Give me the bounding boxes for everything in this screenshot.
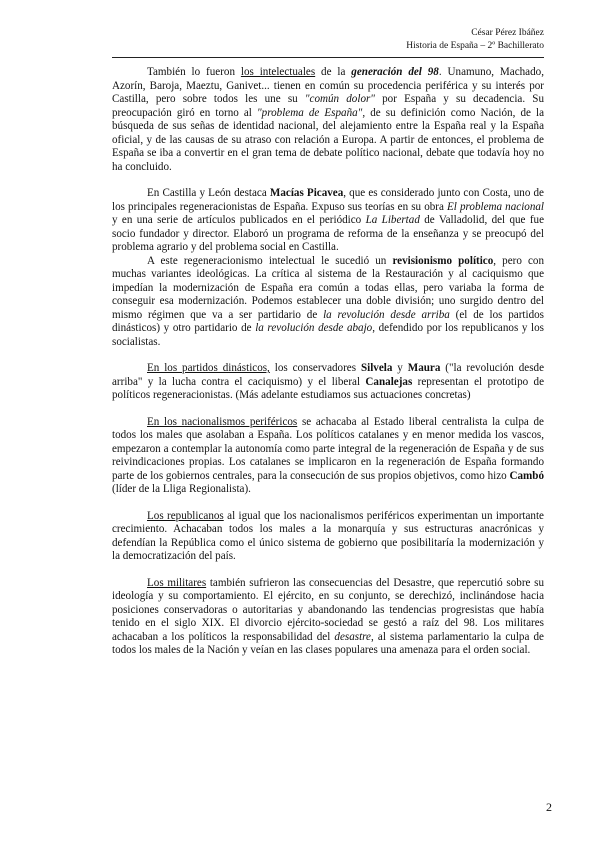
title-la-libertad: La Libertad (365, 214, 420, 226)
name-cambo: Cambó (509, 469, 544, 482)
page-number: 2 (546, 800, 552, 814)
title-problema-nacional: El problema nacional (447, 200, 544, 213)
name-maura: Maura (407, 362, 441, 374)
name-macias-picavea: Macías Picavea (269, 187, 344, 199)
paragraph-intelectuales: También lo fueron los intelectuales de la generación del 98. Unamuno, Machado, Azorín, Baroja, Maeztu, Ganivet... tienen en común su procedencia periférica y su interés por Castilla, pero sobre todos les une su "común dolor" por España y su decadencia. Su preocupación giró en torno al "problema de España", de su definición como Nación, de la búsqueda de sus señas de identidad nacional, del alejamiento entre la España real y la España oficial, y de las causas de su atraso con relación a Europa. A partir de entonces, el problema de España se iba a convertir en el gran tema de debate político nacional, debate que todavía hoy no ha concluido. (112, 66, 545, 173)
paragraph-revisionismo: A este regeneracionismo intelectual le sucedió un revisionismo político, pero con muchas variantes ideológicas. La crítica al sistema de la Restauración y al caciquismo que impedían la modernización de España era común a todas ellas, pero variaba la forma de conseguir esa modernización. Podemos establecer una doble división; uno surgido dentro del mismo régimen que va a ser partidario de la revolución desde arriba (el de los partidos dinásticos) y otro partidario de la revolución desde abajo, defendido por los republicanos y los socialistas. (112, 254, 545, 348)
term-partidos-dinasticos: En los partidos dinásticos, (147, 362, 270, 374)
name-silvela: Silvela (360, 362, 393, 374)
header-course: Historia de España – 2º Bachillerato (406, 41, 544, 51)
page-header (406, 27, 544, 53)
quote-problema-espana: "problema de España" (256, 106, 363, 119)
term-nacionalismos-perifericos: En los nacionalismos periféricos (147, 415, 298, 428)
paragraph-republicanos: Los republicanos al igual que los nacionalismos periféricos experimentan un importante crecimiento. Achacaban todos los males a la monarquía y sus estructuras anacrónicas y defendían la República como el único sistema de gobierno que posibilitaría la modernización y la democratización del país. (112, 509, 544, 562)
term-revisionismo-politico: revisionismo político (392, 254, 494, 267)
quote-comun-dolor: "común dolor" (304, 93, 375, 105)
paragraph-nacionalismos: En los nacionalismos periféricos se achacaba al Estado liberal centralista la culpa de todos los males que asolaban a España. Los políticos catalanes y en menor medida los vascos, empezaron a contemplar la autonomía como parte integral de la regeneración de España y de sus reivindicaciones propias. Los catalanes se implicaron en la regeneración de España formando parte de los gobiernos centrales, para la consecución de sus propios objetivos, como hizo Cambó (líder de la Lliga Regionalista). (112, 415, 544, 495)
term-intelectuales: los intelectuales (240, 66, 316, 78)
paragraph-partidos-dinasticos: En los partidos dinásticos, los conservadores Silvela y Maura ("la revolución desde arriba" y la lucha contra el caciquismo) y el liberal Canalejas representan el prototipo de políticos regeneracionistas. (Más adelante estudiamos sus actuaciones concretas) (112, 362, 545, 401)
paragraph-macias-picavea: En Castilla y León destaca Macías Picavea, que es considerado junto con Costa, uno de los principales regeneracionistas de España. Expuso sus teorías en su obra El problema nacional y en una serie de artículos publicados en el periódico La Libertad de Valladolid, del que fue socio fundador y director. Elaboró un programa de reforma de la enseñanza y se preocupó del problema agrario y del problema social en Castilla. (112, 187, 544, 253)
term-generacion-98: generación del 98 (351, 66, 439, 78)
header-divider (112, 57, 544, 58)
term-militares: Los militares (147, 576, 207, 589)
paragraph-militares: Los militares también sufrieron las consecuencias del Desastre, que repercutió sobre su ideología y su comportamiento. El ejército, en su conjunto, se derechizó, inclinándose hacia posiciones conservadoras o autoritarias y abandonando las tendencias progresistas que había tenido en el siglo XIX. El divorcio ejército-sociedad se gestó a raíz del 98. Los militares achacaban a los políticos la responsabilidad del desastre, al sistema parlamentario la culpa de todos los males de la Nación y veían en las clases populares una amenaza para el orden social. (112, 576, 545, 656)
document-body (112, 66, 544, 658)
header-author: César Pérez Ibáñez (471, 28, 544, 38)
term-republicanos: Los republicanos (147, 509, 224, 522)
term-revolucion-arriba: la revolución desde arriba (323, 308, 450, 321)
name-canalejas: Canalejas (365, 375, 413, 388)
term-desastre: desastre (334, 630, 371, 643)
term-revolucion-abajo: la revolución desde abajo (255, 322, 373, 334)
